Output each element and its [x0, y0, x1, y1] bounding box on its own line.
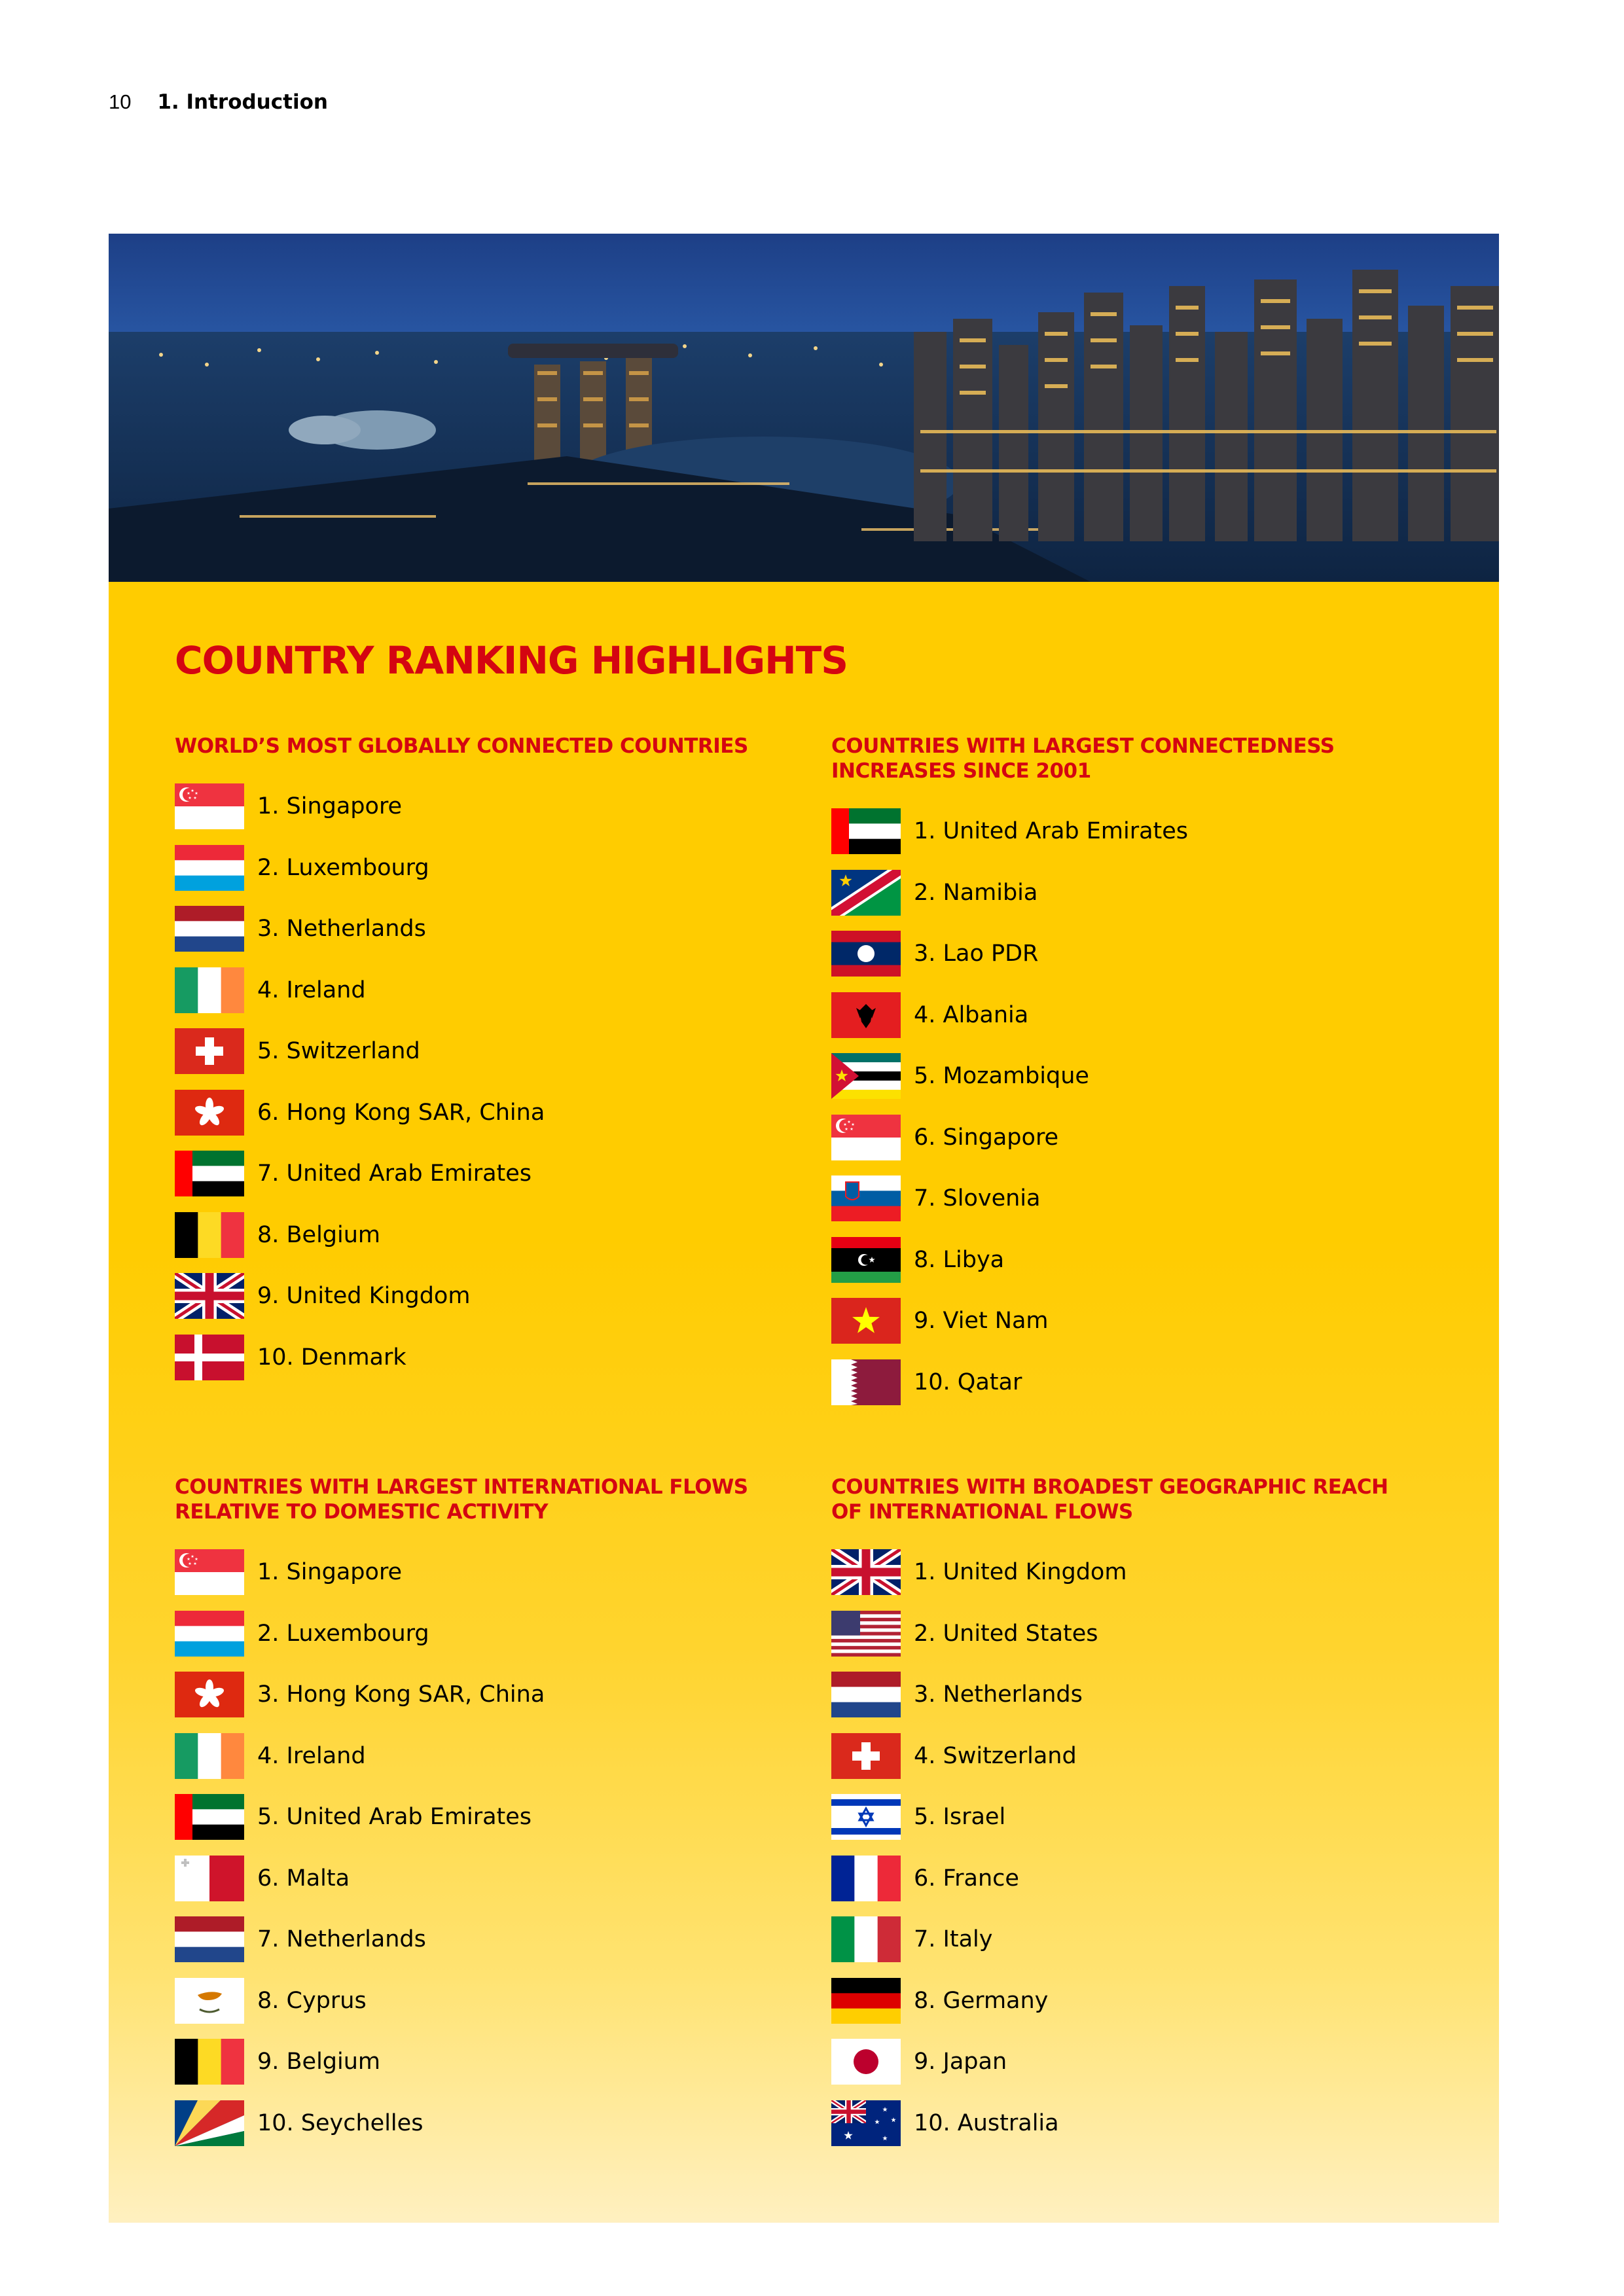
- country-label: 8. Cyprus: [257, 1987, 367, 2014]
- list-item: [175, 1794, 764, 1856]
- country-label: 3. Hong Kong SAR, China: [257, 1681, 545, 1708]
- list-item: [175, 1212, 764, 1274]
- seychelles-flag-icon: [175, 2100, 244, 2146]
- list-item: [175, 1273, 764, 1335]
- hongkong-flag-icon: [175, 1672, 244, 1717]
- germany-flag-icon: [831, 1978, 901, 2024]
- list-item: [831, 1053, 1420, 1115]
- country-label: 2. United States: [914, 1620, 1098, 1647]
- country-label: 2. Luxembourg: [257, 1620, 429, 1647]
- ranking-list: [175, 1549, 764, 2161]
- list-item: [175, 2039, 764, 2100]
- country-label: 9. Belgium: [257, 2049, 381, 2075]
- list-item: [175, 1733, 764, 1795]
- list-item: [831, 1672, 1420, 1733]
- country-label: 4. Switzerland: [914, 1742, 1077, 1769]
- ranking-panel: [109, 582, 1499, 2223]
- list-item: [831, 1298, 1420, 1359]
- country-label: 2. Namibia: [914, 879, 1038, 906]
- country-label: 9. United Kingdom: [257, 1283, 471, 1309]
- singapore-flag-icon: [175, 783, 244, 829]
- list-item: [831, 808, 1420, 870]
- block-heading: COUNTRIES WITH BROADEST GEOGRAPHIC REACH OF INTERNATIONAL FLOWS: [831, 1475, 1388, 1524]
- country-label: 4. Ireland: [257, 977, 366, 1003]
- cyprus-flag-icon: [175, 1978, 244, 2024]
- country-label: 1. Singapore: [257, 1559, 403, 1585]
- ranking-block-most-connected: [175, 734, 764, 1395]
- country-label: 7. Italy: [914, 1926, 993, 1952]
- country-label: 1. United Kingdom: [914, 1559, 1127, 1585]
- luxembourg-flag-icon: [175, 845, 244, 891]
- block-heading: COUNTRIES WITH LARGEST INTERNATIONAL FLOWS RELATIVE TO DOMESTIC ACTIVITY: [175, 1475, 748, 1524]
- country-label: 9. Japan: [914, 2049, 1007, 2075]
- netherlands-flag-icon: [175, 1916, 244, 1962]
- list-item: [831, 1611, 1420, 1672]
- list-item: [175, 1856, 764, 1917]
- list-item: [831, 870, 1420, 931]
- ranking-list: [831, 1549, 1420, 2161]
- list-item: [175, 1978, 764, 2039]
- list-item: [831, 931, 1420, 992]
- list-item: [831, 1856, 1420, 1917]
- country-label: 3. Lao PDR: [914, 941, 1039, 967]
- page-header: [109, 90, 328, 114]
- vietnam-flag-icon: [831, 1298, 901, 1344]
- ireland-flag-icon: [175, 967, 244, 1013]
- laos-flag-icon: [831, 931, 901, 977]
- uae-flag-icon: [175, 1794, 244, 1840]
- list-item: [175, 1672, 764, 1733]
- country-label: 7. United Arab Emirates: [257, 1160, 532, 1187]
- country-label: 7. Slovenia: [914, 1185, 1041, 1211]
- country-label: 4. Albania: [914, 1001, 1029, 1028]
- qatar-flag-icon: [831, 1359, 901, 1405]
- country-label: 5. Switzerland: [257, 1038, 420, 1064]
- luxembourg-flag-icon: [175, 1611, 244, 1657]
- switzerland-flag-icon: [831, 1733, 901, 1779]
- list-item: [175, 1028, 764, 1090]
- france-flag-icon: [831, 1856, 901, 1901]
- list-item: [175, 1090, 764, 1151]
- ireland-flag-icon: [175, 1733, 244, 1779]
- list-item: [831, 2100, 1420, 2162]
- ranking-list: [831, 808, 1420, 1420]
- list-item: [175, 1611, 764, 1672]
- list-item: [831, 1237, 1420, 1299]
- uk-flag-icon: [831, 1549, 901, 1595]
- namibia-flag-icon: [831, 870, 901, 916]
- list-item: [831, 992, 1420, 1054]
- switzerland-flag-icon: [175, 1028, 244, 1074]
- list-item: [831, 1794, 1420, 1856]
- list-item: [175, 1916, 764, 1978]
- country-label: 1. Singapore: [257, 793, 403, 819]
- block-heading: WORLD’S MOST GLOBALLY CONNECTED COUNTRIES: [175, 734, 748, 758]
- country-label: 5. United Arab Emirates: [257, 1804, 532, 1830]
- list-item: [831, 1115, 1420, 1176]
- country-label: 4. Ireland: [257, 1742, 366, 1769]
- italy-flag-icon: [831, 1916, 901, 1962]
- singapore-flag-icon: [831, 1115, 901, 1160]
- block-heading: COUNTRIES WITH LARGEST CONNECTEDNESS INCREASES SINCE 2001: [831, 734, 1335, 783]
- country-label: 10. Qatar: [914, 1369, 1022, 1395]
- libya-flag-icon: [831, 1237, 901, 1283]
- netherlands-flag-icon: [175, 906, 244, 952]
- list-item: [831, 2039, 1420, 2100]
- ranking-list: [175, 783, 764, 1395]
- list-item: [175, 845, 764, 906]
- uae-flag-icon: [831, 808, 901, 854]
- country-label: 1. United Arab Emirates: [914, 818, 1189, 844]
- country-label: 10. Australia: [914, 2109, 1059, 2136]
- list-item: [175, 1151, 764, 1212]
- japan-flag-icon: [831, 2039, 901, 2085]
- country-label: 9. Viet Nam: [914, 1308, 1049, 1334]
- country-label: 5. Israel: [914, 1804, 1006, 1830]
- uk-flag-icon: [175, 1273, 244, 1319]
- mozambique-flag-icon: [831, 1053, 901, 1099]
- list-item: [831, 1916, 1420, 1978]
- ranking-block-geographic-reach: [831, 1475, 1420, 2161]
- list-item: [831, 1175, 1420, 1237]
- country-label: 2. Luxembourg: [257, 854, 429, 881]
- list-item: [175, 2100, 764, 2162]
- uae-flag-icon: [175, 1151, 244, 1196]
- ranking-block-largest-increases: [831, 734, 1420, 1420]
- australia-flag-icon: [831, 2100, 901, 2146]
- belgium-flag-icon: [175, 2039, 244, 2085]
- country-label: 8. Libya: [914, 1246, 1005, 1273]
- country-label: 7. Netherlands: [257, 1926, 426, 1952]
- denmark-flag-icon: [175, 1335, 244, 1380]
- country-label: 8. Germany: [914, 1987, 1049, 2014]
- country-label: 6. Malta: [257, 1865, 350, 1892]
- list-item: [175, 783, 764, 845]
- list-item: [831, 1978, 1420, 2039]
- country-label: 6. Singapore: [914, 1124, 1059, 1151]
- section-title: 1. Introduction: [157, 90, 328, 114]
- country-label: 3. Netherlands: [914, 1681, 1083, 1708]
- list-item: [175, 967, 764, 1029]
- list-item: [831, 1359, 1420, 1421]
- country-label: 10. Denmark: [257, 1344, 406, 1371]
- country-label: 6. France: [914, 1865, 1019, 1892]
- panel-title: COUNTRY RANKING HIGHLIGHTS: [175, 638, 848, 683]
- malta-flag-icon: [175, 1856, 244, 1901]
- country-label: 5. Mozambique: [914, 1063, 1089, 1089]
- list-item: [831, 1733, 1420, 1795]
- list-item: [175, 1549, 764, 1611]
- hero-image-singapore-skyline: [109, 234, 1499, 582]
- page-number: 10: [109, 90, 132, 113]
- list-item: [175, 1335, 764, 1396]
- list-item: [175, 906, 764, 967]
- ranking-block-international-flows: [175, 1475, 764, 2161]
- belgium-flag-icon: [175, 1212, 244, 1258]
- slovenia-flag-icon: [831, 1175, 901, 1221]
- usa-flag-icon: [831, 1611, 901, 1657]
- hongkong-flag-icon: [175, 1090, 244, 1136]
- country-label: 3. Netherlands: [257, 916, 426, 942]
- list-item: [831, 1549, 1420, 1611]
- country-label: 10. Seychelles: [257, 2109, 424, 2136]
- singapore-flag-icon: [175, 1549, 244, 1595]
- israel-flag-icon: [831, 1794, 901, 1840]
- netherlands-flag-icon: [831, 1672, 901, 1717]
- country-label: 8. Belgium: [257, 1221, 381, 1248]
- country-label: 6. Hong Kong SAR, China: [257, 1099, 545, 1126]
- albania-flag-icon: [831, 992, 901, 1038]
